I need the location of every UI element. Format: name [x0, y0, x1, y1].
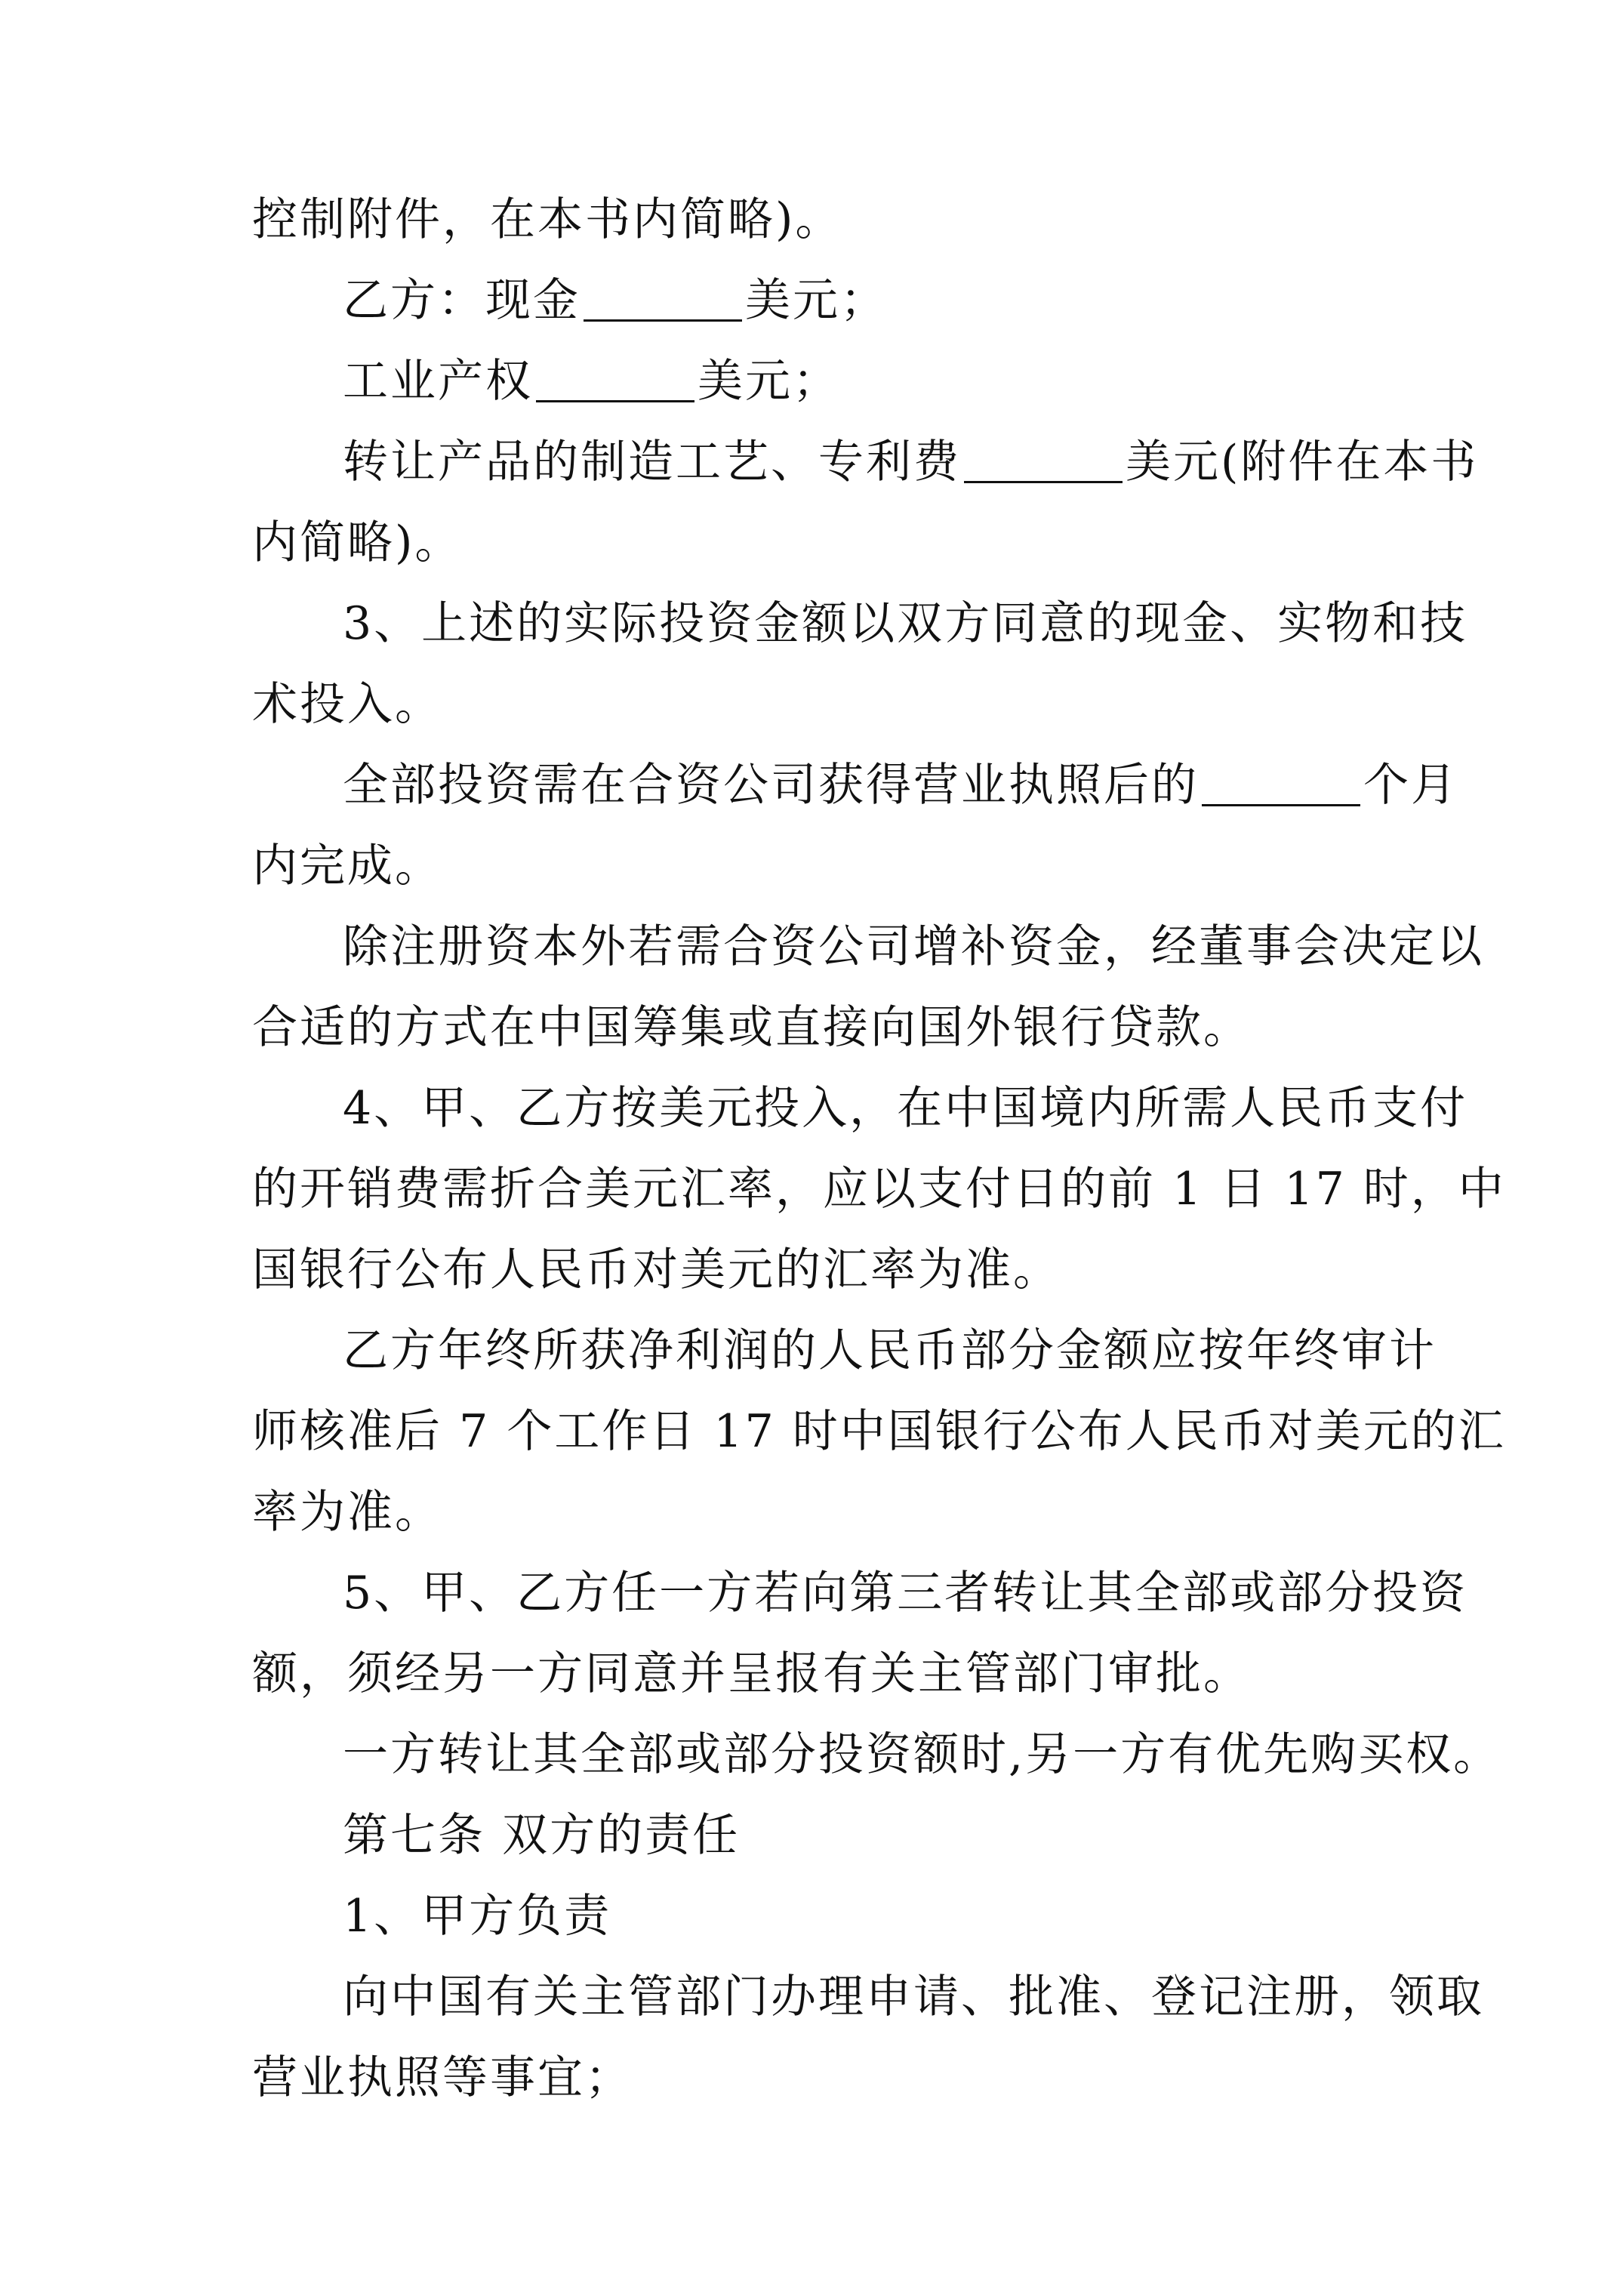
text-span: 率为准。: [252, 1486, 442, 1539]
text-span: 额，须经另一方同意并呈报有关主管部门审批。: [252, 1647, 1251, 1700]
text-span: 合适的方式在中国筹集或直接向国外银行贷款。: [252, 1001, 1251, 1054]
text-span: 4、甲、乙方按美元投入，在中国境内所需人民币支付: [343, 1082, 1468, 1135]
text-span: 个月: [1363, 759, 1458, 812]
text-line: [252, 584, 1468, 664]
text-line: [252, 1472, 1384, 1553]
text-span: 全部投资需在合资公司获得营业执照后的: [343, 759, 1199, 812]
text-span: 控制附件，在本书内简略)。: [252, 193, 843, 246]
text-line: [252, 341, 1384, 422]
document-body: [252, 180, 1506, 2119]
text-line: [252, 988, 1384, 1068]
text-span: 乙方：现金: [343, 274, 581, 327]
text-span: 美元(附件在本书: [1126, 436, 1479, 488]
text-line: [252, 1068, 1468, 1149]
text-span: 5、甲、乙方任一方若向第三者转让其全部或部分投资: [343, 1567, 1468, 1620]
text-span: 转让产品的制造工艺、专利费: [343, 436, 961, 488]
text-line: [252, 1957, 1484, 2038]
text-span: 美元；: [745, 274, 888, 327]
text-span: 1、甲方负责: [343, 1890, 612, 1943]
text-line: [252, 1876, 1384, 1957]
text-span: 工业产权: [343, 355, 533, 408]
text-span: 术投入。: [252, 678, 442, 731]
text-line: [252, 260, 1384, 341]
section-heading: [252, 1795, 1384, 1876]
text-span: 的开销费需折合美元汇率，应以支付日的前 1 日 17 时，中: [252, 1163, 1506, 1216]
text-line: [252, 1634, 1384, 1715]
text-span: 内简略)。: [252, 516, 463, 569]
text-line: [252, 1391, 1506, 1472]
text-line: [252, 503, 1384, 584]
text-line: [252, 422, 1479, 503]
text-line: [252, 745, 1458, 826]
text-span: 营业执照等事宜；: [252, 2051, 633, 2104]
text-span: 内完成。: [252, 840, 442, 892]
text-line: [252, 1311, 1437, 1391]
text-span: 乙方年终所获净利润的人民币部分金额应按年终审计: [343, 1324, 1437, 1377]
text-line: [252, 1149, 1506, 1230]
fill-in-blank: [1202, 759, 1360, 806]
text-line: [252, 907, 1484, 988]
text-line: [252, 826, 1384, 907]
text-span: 一方转让其全部或部分投资额时,另一方有优先购买权。: [343, 1728, 1501, 1781]
text-span: 国银行公布人民币对美元的汇率为准。: [252, 1244, 1061, 1296]
fill-in-blank: [536, 355, 694, 402]
text-line: [252, 180, 1384, 260]
text-line: [252, 1230, 1384, 1311]
text-span: 3、上述的实际投资金额以双方同意的现金、实物和技: [343, 597, 1468, 650]
text-span: 向中国有关主管部门办理申请、批准、登记注册，领取: [343, 1971, 1484, 2023]
text-line: [252, 664, 1384, 745]
text-span: 除注册资本外若需合资公司增补资金，经董事会决定以: [343, 920, 1484, 973]
fill-in-blank: [584, 274, 742, 322]
fill-in-blank: [964, 436, 1123, 483]
text-line: [252, 1553, 1468, 1634]
text-line: [252, 1715, 1501, 1795]
text-span: 第七条 双方的责任: [343, 1809, 741, 1862]
text-span: 师核准后 7 个工作日 17 时中国银行公布人民币对美元的汇: [252, 1405, 1506, 1458]
text-span: 美元；: [698, 355, 840, 408]
text-line: [252, 2038, 1384, 2119]
